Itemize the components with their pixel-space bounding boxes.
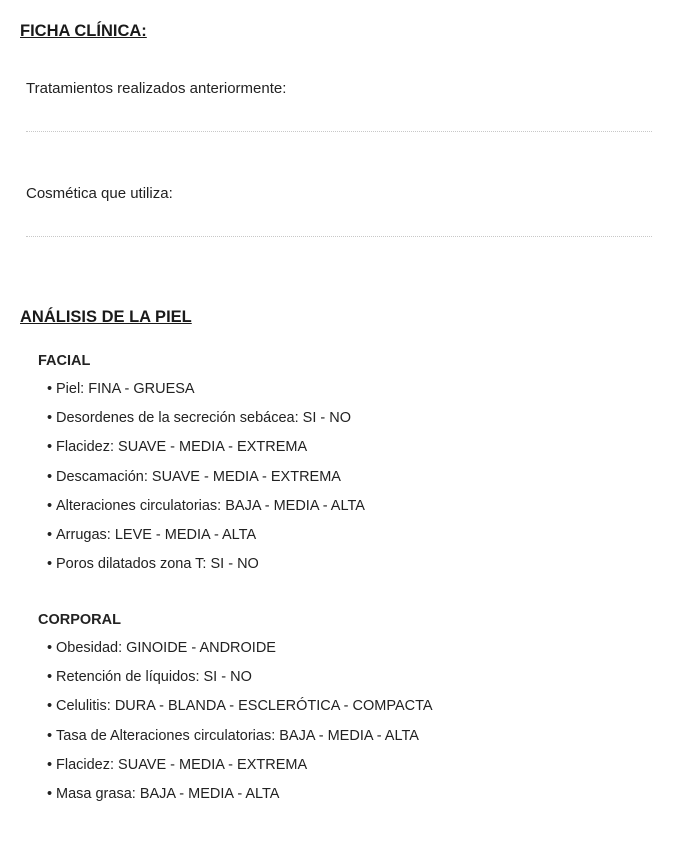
ficha-clinica-heading: FICHA CLÍNICA:	[20, 22, 147, 40]
list-item	[47, 727, 433, 756]
corporal-subheading: CORPORAL	[38, 612, 121, 628]
list-item-text: Piel: FINA - GRUESA	[56, 381, 195, 397]
bullet-icon: •	[47, 756, 53, 773]
list-item-text: Celulitis: DURA - BLANDA - ESCLERÓTICA - COMPACTA	[56, 698, 433, 715]
treatments-label: Tratamientos realizados anteriormente:	[26, 80, 287, 97]
cosmetics-answer-line[interactable]	[26, 236, 652, 237]
facial-list	[47, 380, 365, 584]
list-item-text: Retención de líquidos: SI - NO	[56, 669, 252, 686]
list-item	[47, 526, 365, 555]
corporal-list	[47, 639, 433, 814]
list-item	[47, 468, 365, 497]
bullet-icon: •	[47, 669, 53, 686]
list-item-text: Descamación: SUAVE - MEDIA - EXTREMA	[56, 468, 341, 485]
list-item-text: Poros dilatados zona T: SI - NO	[56, 556, 259, 573]
list-item	[47, 409, 365, 438]
list-item	[47, 555, 365, 584]
list-item-text: Tasa de Alteraciones circulatorias: BAJA - MEDIA - ALTA	[56, 727, 419, 744]
bullet-icon: •	[47, 526, 53, 543]
bullet-icon: •	[47, 439, 53, 456]
bullet-icon: •	[47, 727, 53, 744]
list-item	[47, 785, 433, 814]
list-item-text: Alteraciones circulatorias: BAJA - MEDIA - ALTA	[56, 497, 365, 514]
bullet-icon: •	[47, 698, 53, 715]
cosmetics-label: Cosmética que utiliza:	[26, 185, 173, 202]
bullet-icon: •	[47, 468, 53, 485]
facial-subheading: FACIAL	[38, 353, 91, 369]
bullet-icon: •	[47, 556, 53, 573]
bullet-icon: •	[47, 785, 53, 802]
list-item	[47, 756, 433, 785]
bullet-icon: •	[47, 497, 53, 514]
list-item	[47, 668, 433, 697]
list-item-text: Desordenes de la secreción sebácea: SI - NO	[56, 410, 351, 427]
bullet-icon: •	[47, 410, 53, 427]
list-item	[47, 697, 433, 726]
list-item	[47, 438, 365, 467]
list-item-text: Masa grasa: BAJA - MEDIA - ALTA	[56, 785, 280, 802]
list-item-text: Flacidez: SUAVE - MEDIA - EXTREMA	[56, 756, 308, 773]
bullet-icon: •	[47, 640, 53, 656]
list-item-text: Flacidez: SUAVE - MEDIA - EXTREMA	[56, 439, 308, 456]
list-item-text: Obesidad: GINOIDE - ANDROIDE	[56, 640, 276, 656]
list-item	[47, 380, 365, 409]
analisis-piel-heading: ANÁLISIS DE LA PIEL	[20, 308, 192, 326]
list-item	[47, 497, 365, 526]
bullet-icon: •	[47, 381, 53, 397]
treatments-answer-line[interactable]	[26, 131, 652, 132]
list-item	[47, 639, 433, 668]
list-item-text: Arrugas: LEVE - MEDIA - ALTA	[56, 526, 257, 543]
